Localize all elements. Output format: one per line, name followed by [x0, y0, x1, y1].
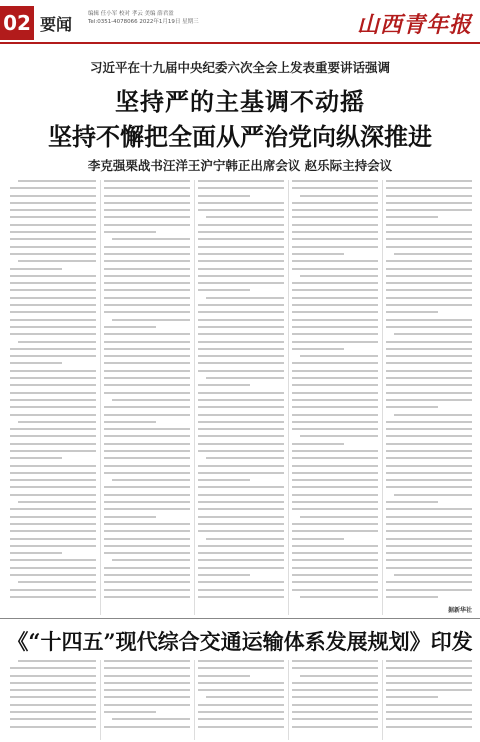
- page-number: 02: [0, 6, 34, 40]
- text-column: [198, 180, 284, 615]
- article-divider: [0, 618, 480, 619]
- article-headline-line2: 坚持不懈把全面从严治党向纵深推进: [48, 122, 432, 151]
- date-line: Tel:0351-4078066 2022年1月19日 星期三: [88, 19, 199, 25]
- editor-line: 编辑 任小军 校对 孝云 美编 薛君盈: [88, 11, 174, 17]
- column-separator: [288, 660, 289, 740]
- column-separator: [288, 180, 289, 615]
- column-separator: [100, 660, 101, 740]
- article-pretitle: 习近平在十九届中央纪委六次全会上发表重要讲话强调: [89, 60, 390, 75]
- text-column: [292, 180, 378, 615]
- page-header: [0, 0, 480, 40]
- text-column: [10, 660, 96, 740]
- article-subtitle: 李克强栗战书汪洋王沪宁韩正出席会议 赵乐际主持会议: [87, 158, 393, 173]
- text-column: [104, 180, 190, 615]
- column-separator: [382, 660, 383, 740]
- article-body: [10, 180, 472, 620]
- second-article-body: [10, 660, 472, 740]
- newspaper-logo: 山西青年报: [356, 12, 472, 38]
- section-name: 要闻: [40, 15, 73, 34]
- column-separator: [100, 180, 101, 615]
- edition-meta: [88, 10, 238, 26]
- article-headline-line1: 坚持严的主基调不动摇: [115, 87, 365, 116]
- column-separator: [382, 180, 383, 615]
- text-column: [10, 180, 96, 615]
- text-column: [198, 660, 284, 740]
- text-column: [386, 180, 472, 615]
- text-column: [386, 660, 472, 740]
- column-separator: [194, 180, 195, 615]
- header-divider: [0, 42, 480, 44]
- text-column: [292, 660, 378, 740]
- second-article-headline: 《“十四五”现代综合交通运输体系发展规划》印发: [7, 629, 473, 654]
- article-byline: 据新华社: [447, 607, 472, 614]
- text-column: [104, 660, 190, 740]
- column-separator: [194, 660, 195, 740]
